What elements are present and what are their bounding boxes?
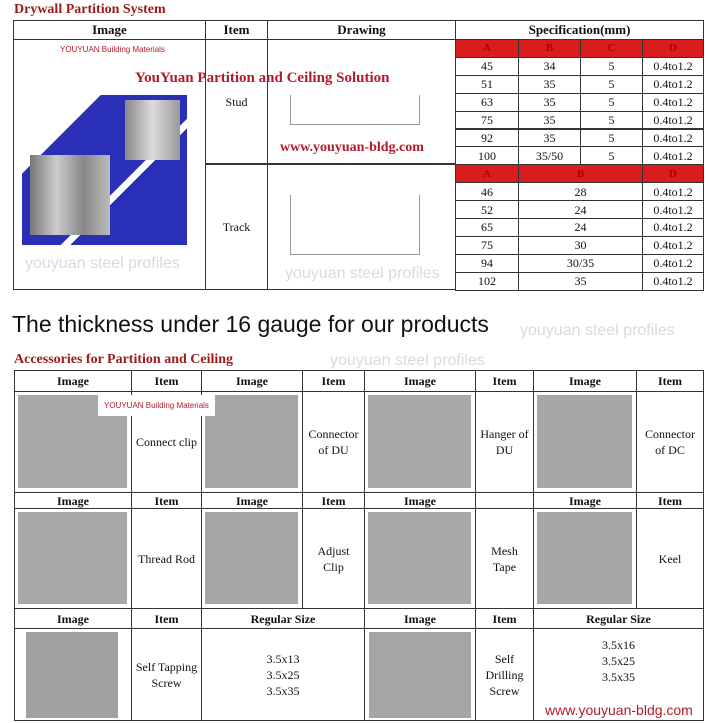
item-name: Adjust Clip	[302, 508, 365, 609]
spec-cell: 35	[518, 272, 643, 291]
product-photo	[205, 395, 298, 488]
watermark: youyuan steel profiles	[330, 352, 485, 369]
track-col-header: B	[518, 164, 643, 183]
overlay-text: YouYuan Partition and Ceiling Solution	[135, 70, 390, 86]
spec-cell: 5	[580, 75, 643, 94]
screw-photo	[369, 632, 471, 718]
column-header: Image	[13, 20, 206, 40]
spec-cell: 65	[455, 218, 519, 237]
spec-cell: 0.4to1.2	[642, 272, 704, 291]
spec-cell: 34	[518, 57, 581, 76]
track-photo	[125, 100, 180, 160]
stud-col-header: B	[518, 39, 581, 58]
spec-cell: 0.4to1.2	[642, 200, 704, 219]
spec-cell: 92	[455, 129, 519, 148]
spec-cell: 5	[580, 146, 643, 165]
spec-cell: 0.4to1.2	[642, 146, 704, 165]
stud-photo	[30, 155, 110, 235]
spec-cell: 5	[580, 93, 643, 112]
watermark: youyuan steel profiles	[25, 255, 180, 272]
watermark: youyuan steel profiles	[285, 265, 440, 282]
size-value: 3.5x25	[266, 667, 300, 682]
spec-cell: 51	[455, 75, 519, 94]
spec-cell: 5	[580, 111, 643, 130]
watermark: youyuan steel profiles	[520, 322, 675, 339]
item-header: Item	[636, 370, 704, 392]
item-name: Connector of DC	[636, 391, 704, 493]
spec-cell: 63	[455, 93, 519, 112]
spec-cell: 52	[455, 200, 519, 219]
spec-cell: 0.4to1.2	[642, 93, 704, 112]
spec-cell: 0.4to1.2	[642, 57, 704, 76]
item-name: Self Drilling Screw	[475, 628, 534, 721]
section-title: Drywall Partition System	[14, 2, 166, 17]
spec-cell: 35	[518, 75, 581, 94]
spec-cell: 0.4to1.2	[642, 182, 704, 201]
spec-cell: 0.4to1.2	[642, 111, 704, 130]
header-cell: Item	[475, 608, 534, 629]
product-photo	[205, 512, 298, 604]
image-header: Image	[14, 370, 132, 392]
product-photo	[537, 395, 632, 488]
spec-cell: 75	[455, 111, 519, 130]
spec-cell: 0.4to1.2	[642, 236, 704, 255]
stud-col-header: D	[642, 39, 704, 58]
image-header: Image	[14, 492, 132, 509]
spec-cell: 94	[455, 254, 519, 273]
spec-cell: 28	[518, 182, 643, 201]
item-track: Track	[205, 164, 268, 290]
item-name: Hanger of DU	[475, 391, 534, 493]
product-photo	[368, 512, 471, 604]
track-col-header: D	[642, 164, 704, 183]
image-header: Image	[364, 370, 476, 392]
spec-cell: 30/35	[518, 254, 643, 273]
header-cell: Image	[14, 608, 132, 629]
item-header: Item	[636, 492, 704, 509]
spec-cell: 24	[518, 200, 643, 219]
website-watermark: www.youyuan-bldg.com	[280, 140, 424, 155]
item-header: Item	[131, 492, 202, 509]
size-list	[201, 628, 365, 721]
item-header: Item	[302, 492, 365, 509]
spec-cell: 0.4to1.2	[642, 218, 704, 237]
item-name: Mesh Tape	[475, 508, 534, 609]
item-header: Item	[475, 370, 534, 392]
logo: YOUYUAN Building Materials	[98, 395, 215, 416]
size-value: 3.5x35	[602, 670, 635, 684]
size-value: 3.5x35	[266, 683, 300, 698]
header-cell: Regular Size	[201, 608, 365, 629]
column-header: Item	[205, 20, 268, 40]
item-name: Thread Rod	[131, 508, 202, 609]
header-cell: Regular Size	[533, 608, 704, 629]
screw-photo	[26, 632, 118, 718]
item-name: Keel	[636, 508, 704, 609]
stud-drawing-shape	[290, 95, 420, 125]
spec-cell: 75	[455, 236, 519, 255]
item-stud: Stud	[205, 39, 268, 164]
spec-cell: 102	[455, 272, 519, 291]
spec-cell: 45	[455, 57, 519, 76]
spec-cell: 0.4to1.2	[642, 129, 704, 148]
item-name: Connect clip	[131, 391, 202, 493]
track-drawing-shape	[290, 195, 420, 255]
item-name: Connector of DU	[302, 391, 365, 493]
spec-cell: 35/50	[518, 146, 581, 165]
stud-col-header: C	[580, 39, 643, 58]
track-col-header: A	[455, 164, 519, 183]
image-header: Image	[533, 492, 637, 509]
size-value: 3.5x13	[266, 651, 300, 666]
spec-cell: 24	[518, 218, 643, 237]
stud-col-header: A	[455, 39, 519, 58]
size-value: 3.5x16	[602, 638, 635, 652]
image-header: Image	[364, 492, 476, 509]
website-watermark: www.youyuan-bldg.com	[545, 702, 693, 718]
header-cell: Item	[131, 608, 202, 629]
spec-cell: 35	[518, 111, 581, 130]
spec-cell: 30	[518, 236, 643, 255]
product-photo	[18, 512, 127, 604]
item-header	[475, 492, 534, 509]
image-header: Image	[201, 492, 303, 509]
spec-cell: 5	[580, 57, 643, 76]
thickness-note: The thickness under 16 gauge for our products	[12, 311, 489, 337]
item-name: Self Tapping Screw	[131, 628, 202, 721]
spec-cell: 0.4to1.2	[642, 254, 704, 273]
size-value: 3.5x25	[602, 654, 635, 668]
spec-cell: 46	[455, 182, 519, 201]
spec-cell: 0.4to1.2	[642, 75, 704, 94]
column-header: Specification(mm)	[455, 20, 704, 40]
item-header: Item	[302, 370, 365, 392]
spec-cell: 35	[518, 93, 581, 112]
image-header: Image	[533, 370, 637, 392]
product-photo	[537, 512, 632, 604]
spec-cell: 5	[580, 129, 643, 148]
logo: YOUYUAN Building Materials	[60, 45, 165, 54]
spec-cell: 100	[455, 146, 519, 165]
image-header: Image	[201, 370, 303, 392]
column-header: Drawing	[267, 20, 456, 40]
header-cell: Image	[364, 608, 476, 629]
section-title: Accessories for Partition and Ceiling	[14, 352, 234, 367]
item-header: Item	[131, 370, 202, 392]
spec-cell: 35	[518, 129, 581, 148]
product-photo	[368, 395, 471, 488]
